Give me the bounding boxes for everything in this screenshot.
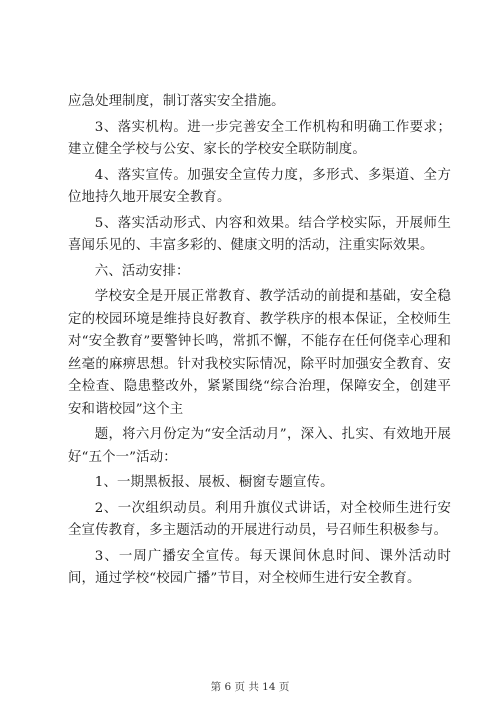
section-heading: 六、活动安排： xyxy=(94,263,190,279)
list-item: 1、一期黑板报、展板、橱窗专题宣传。 xyxy=(94,475,334,490)
paragraph: 3、落实机构。进一步完善安全工作机构和明确工作要求；建立健全学校与公安、家长的学校安全联防制度。 xyxy=(68,119,451,157)
paragraph: 学校安全是开展正常教育、教学活动的前提和基础，安全稳定的校园环境是维持良好教育、教学秩序的根本保证，全校师生对“安全教育”要警钟长鸣，常抓不懈，不能存在任何侥幸心理和丝毫的麻痹思想。针对我校实际情况，除平时加强安全教育、安全检查、隐患整改外，紧紧围绕“综合治理，保障安全，创建平安和谐校园”这个主 xyxy=(68,289,451,417)
list-item: 3、一周广播安全宣传。每天课间休息时间、课外活动时间，通过学校“校园广播”节目，对全校师生进行安全教育。 xyxy=(68,548,451,586)
list-item: 2、一次组织动员。利用升旗仪式讲话，对全校师生进行安全宣传教育，多主题活动的开展进行动员，号召师生积极参与。 xyxy=(68,500,451,538)
document-body xyxy=(68,91,451,594)
paragraph: 5、落实活动形式、内容和效果。结合学校实际，开展师生喜闻乐见的、丰富多彩的、健康文明的活动，注重实际效果。 xyxy=(68,215,451,253)
paragraph: 4、落实宣传。加强安全宣传力度，多形式、多渠道、全方位地持久地开展安全教育。 xyxy=(68,167,451,205)
paragraph: 题，将六月份定为“安全活动月”，深入、扎实、有效地开展好“五个一”活动： xyxy=(68,427,451,465)
paragraph: 应急处理制度，制订落实安全措施。 xyxy=(68,94,285,109)
page-footer: 第 6 页 共 14 页 xyxy=(210,681,290,693)
